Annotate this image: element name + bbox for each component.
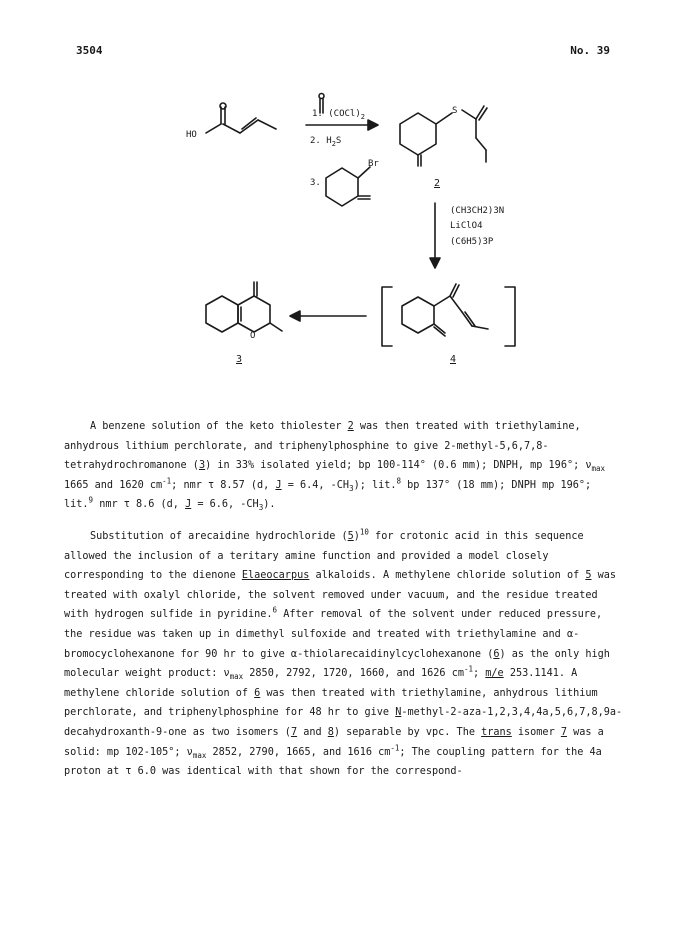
condition-1: (CH3CH2)3N xyxy=(450,206,505,216)
arrow-down xyxy=(430,203,440,268)
paragraph-2: Substitution of arecaidine hydrochloride $(5)^{10}$ for crotonic acid in this sequence allowed the inclusion of a teritary amine function and provided a model closely corresponding to the dienone Elaeocarpus alkaloids. A methylene chloride solution of 5 was treated with oxalyl chloride, the solvent removed under vacuum, and the residue treated with hydrogen sulfide in pyridine.$^6$ After removal of the solvent under reduced pressure, the residue was taken up in dimethyl sulfoxide and treated with triethylamine and α-bromocyclohexanone for 90 hr to give α-thiolarecaidinylcyclohexanone (6) as the only high molecular weight product: $\nu_{max}$ 2850, 2792, 1720, 1660, and 1626 $cm^{-1}$; m/e 253.1141. A methylene chloride solution of 6 was then treated with triethylamine, anhydrous lithium perchlorate, and triphenylphosphine for 48 hr to give N-methyl-2-aza-1,2,3,4,4a,5,6,7,8,9a-decahydroxanth-9-one as two isomers (7 and 8) separable by vpc. The trans isomer 7 was a solid: mp 102-105°; $\nu_{max}$ 2852, 2790, 1665, and 1616 $cm^{-1}$; The coupling pattern for the 4a proton at τ 6.0 was identical with that shown for the correspond- xyxy=(64,527,623,778)
reagent-3-label: 3. xyxy=(310,178,321,188)
condition-3: (C6H5)3P xyxy=(450,237,494,247)
thiolester-2-structure xyxy=(400,106,487,166)
article-body xyxy=(64,417,624,782)
reaction-scheme xyxy=(0,0,680,400)
bromocyclohexanone-structure xyxy=(326,167,370,206)
reagent-2-label: 2. $H_2S$ xyxy=(310,136,342,148)
compound-4-number: 4 xyxy=(450,354,457,365)
crotonic-acid-structure xyxy=(206,103,276,133)
paragraph-1: A benzene solution of the keto thiolester 2 was then treated with triethylamine, anhydrous lithium perchlorate, and triphenylphosphine to give 2-methyl-5,6,7,8-tetrahydrochromanone (3) in 33% isolated yield; bp 100-114° (0.6 mm); DNPH, mp 196°; $\nu_{max}$ 1665 and 1620 $cm^{-1}$; nmr τ 8.57 (d, J = 6.4, $-CH_3$); lit.$^8$ bp 137° (18 mm); DNPH mp 196°; lit.$^9$ nmr τ 8.6 (d, J = 6.6, $-CH_3$). xyxy=(64,421,606,513)
chromanone-3-structure xyxy=(206,282,282,332)
page-number: 3504 xyxy=(76,44,103,57)
arrow-left xyxy=(290,311,366,321)
compound-2-number: 2 xyxy=(434,178,441,189)
compound-3-number: 3 xyxy=(236,354,243,365)
intermediate-4-structure xyxy=(382,284,515,346)
arrow-right xyxy=(306,120,378,130)
sulfur-label: S xyxy=(452,106,458,116)
journal-issue: No. 39 xyxy=(570,44,610,57)
ho-label: HO xyxy=(186,130,197,140)
reagent-1-label: 1. $(COCl)_2$ xyxy=(312,109,365,121)
bromine-label: Br xyxy=(368,159,379,169)
ring-oxygen-label: O xyxy=(250,331,256,341)
condition-2: LiClO4 xyxy=(450,221,483,231)
